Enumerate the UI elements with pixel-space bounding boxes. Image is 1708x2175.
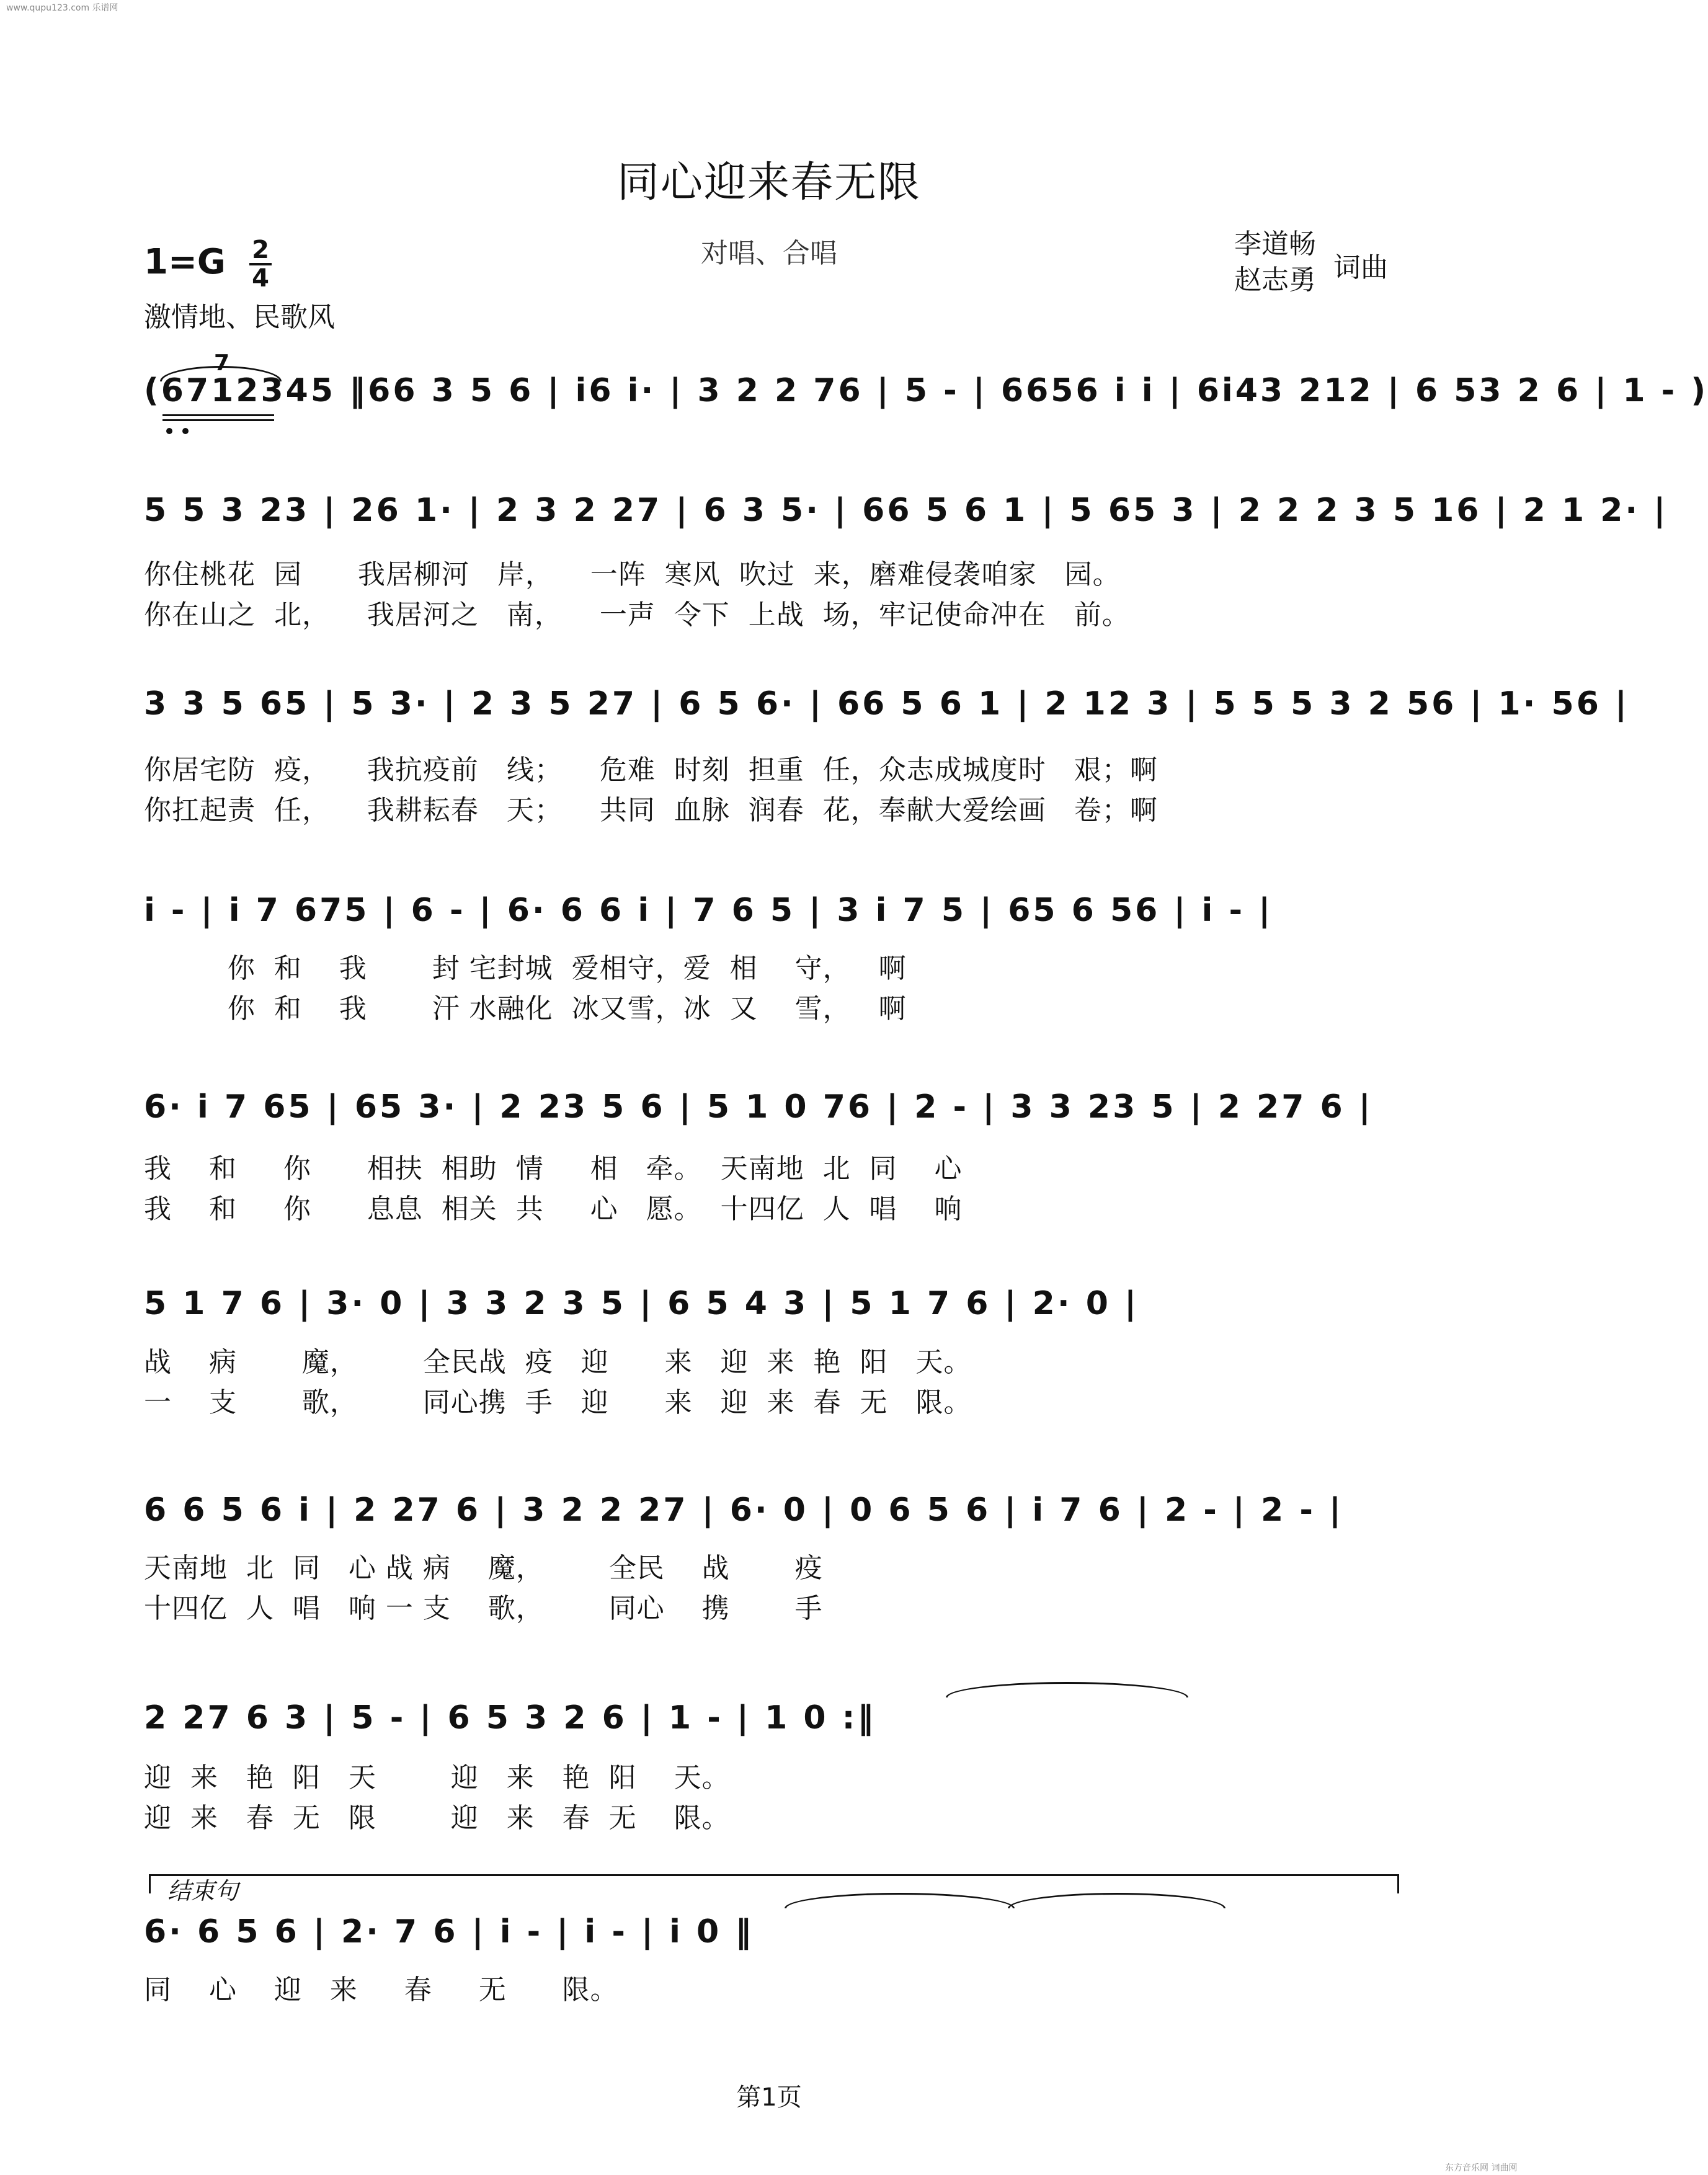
notes-system-2: 5 5 3 23 | 26 1· | 2 3 2 27 | 6 3 5· | 66 5 6 1 | 5 65 3 | 2 2 2 3 5 16 | 2 1 2· | [144,492,1668,529]
credit-label: 词曲 [1333,252,1388,283]
author-2: 赵志勇 [1234,264,1316,296]
lyrics-system-3-verse-1: 你居宅防 疫， 我抗疫前 线； 危难 时刻 担重 任，众志成城度时 艰；啊 [144,754,1158,786]
notes-system-5: 6· i 7 65 | 65 3· | 2 23 5 6 | 5 1 0 76 | 2 - | 3 3 23 5 | 2 27 6 | [144,1088,1373,1126]
notes-system-3: 3 3 5 65 | 5 3· | 2 3 5 27 | 6 5 6· | 66 5 6 1 | 2 12 3 | 5 5 5 3 2 56 | 1· 56 | [144,685,1629,723]
notes-system-4: i - | i 7 675 | 6 - | 6· 6 6 i | 7 6 5 | 3 i 7 5 | 65 6 56 | i - | [144,892,1273,929]
lyrics-coda: 同 心 迎 来 春 无 限。 [144,1974,618,2006]
notes-coda: 6· 6 5 6 | 2· 7 6 | i - | i - | i 0 ‖ [144,1913,754,1950]
lyrics-system-3-verse-2: 你扛起责 任， 我耕耘春 天； 共同 血脉 润春 花，奉献大爱绘画 卷；啊 [144,794,1158,826]
authors [1234,226,1316,298]
tie [785,1893,1015,1908]
key-signature: 1=G [144,242,226,282]
lyrics-system-2-verse-2: 你在山之 北， 我居河之 南， 一声 令下 上战 场，牢记使命冲在 前。 [144,599,1130,631]
coda-bracket [149,1874,1399,1893]
lyrics-system-4-verse-1: 你 和 我 封 宅封城 爱相守，爱 相 守， 啊 [144,953,907,984]
lyrics-system-5-verse-1: 我 和 你 相扶 相助 情 相 牵。 天南地 北 同 心 [144,1153,963,1185]
notes-system-1: (6712345 ‖66 3 5 6 | i6 i· | 3 2 2 76 | 5 - | 6656 i i | 6i43 212 | 6 53 2 6 | 1 - ) [144,372,1708,409]
time-bottom: 4 [252,264,269,293]
notes-system-6: 5 1 7 6 | 3· 0 | 3 3 2 3 5 | 6 5 4 3 | 5 1 7 6 | 2· 0 | [144,1285,1139,1322]
watermark-bottom-right: 东方音乐网 词曲网 [1445,2163,1518,2173]
underline [162,414,274,416]
underline [162,419,274,421]
lyrics-system-2-verse-1: 你住桃花 园 我居柳河 岸， 一阵 寒风 吹过 来，磨难侵袭咱家 园。 [144,559,1121,590]
low-dot [182,428,189,434]
lyrics-system-7-verse-2: 十四亿 人 唱 响 一 支 歌， 同心 携 手 [144,1593,823,1624]
notes-system-8: 2 27 6 3 | 5 - | 6 5 3 2 6 | 1 - | 1 0 :‖ [144,1699,876,1737]
watermark-top-left: www.qupu123.com 乐谱网 [6,3,118,13]
lyrics-system-8-verse-1: 迎 来 艳 阳 天 迎 来 艳 阳 天。 [144,1762,730,1794]
song-subtitle: 对唱、合唱 [701,238,837,269]
lyrics-system-8-verse-2: 迎 来 春 无 限 迎 来 春 无 限。 [144,1802,730,1834]
lyrics-system-5-verse-2: 我 和 你 息息 相关 共 心 愿。 十四亿 人 唱 响 [144,1193,963,1225]
tempo-marking: 激情地、民歌风 [144,301,335,333]
tie [946,1682,1188,1697]
lyrics-system-7-verse-1: 天南地 北 同 心 战 病 魔， 全民 战 疫 [144,1552,823,1584]
time-top: 2 [252,236,269,264]
page-number: 第1页 [736,2083,802,2112]
lyrics-system-6-verse-2: 一 支 歌， 同心携 手 迎 来 迎 来 春 无 限。 [144,1387,972,1418]
lyrics-system-6-verse-1: 战 病 魔， 全民战 疫 迎 来 迎 来 艳 阳 天。 [144,1346,972,1378]
song-title: 同心迎来春无限 [616,158,921,207]
lyrics-system-4-verse-2: 你 和 我 汗 水融化 冰又雪，冰 又 雪， 啊 [144,993,907,1025]
notes-system-7: 6 6 5 6 i | 2 27 6 | 3 2 2 27 | 6· 0 | 0 6 5 6 | i 7 6 | 2 - | 2 - | [144,1492,1343,1529]
tuplet-number: 7 [214,350,230,376]
low-dot [166,428,172,434]
author-1: 李道畅 [1234,228,1316,260]
tie [1008,1893,1225,1908]
coda-label: 结束句 [167,1877,239,1905]
time-signature [248,237,273,291]
